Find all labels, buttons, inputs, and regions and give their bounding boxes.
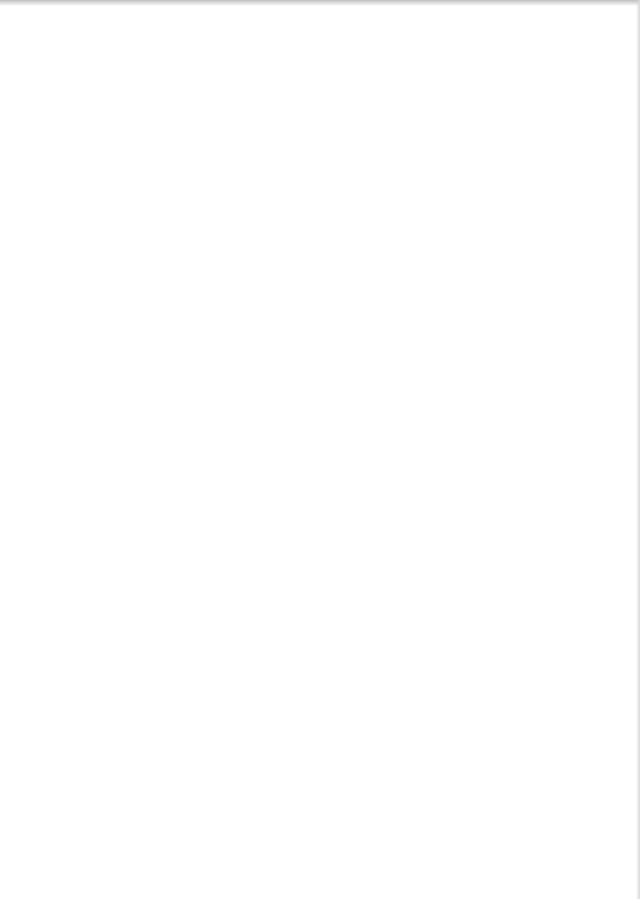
scan-edge-shadow [0, 0, 640, 6]
scan-edge-shadow-right [636, 0, 640, 899]
